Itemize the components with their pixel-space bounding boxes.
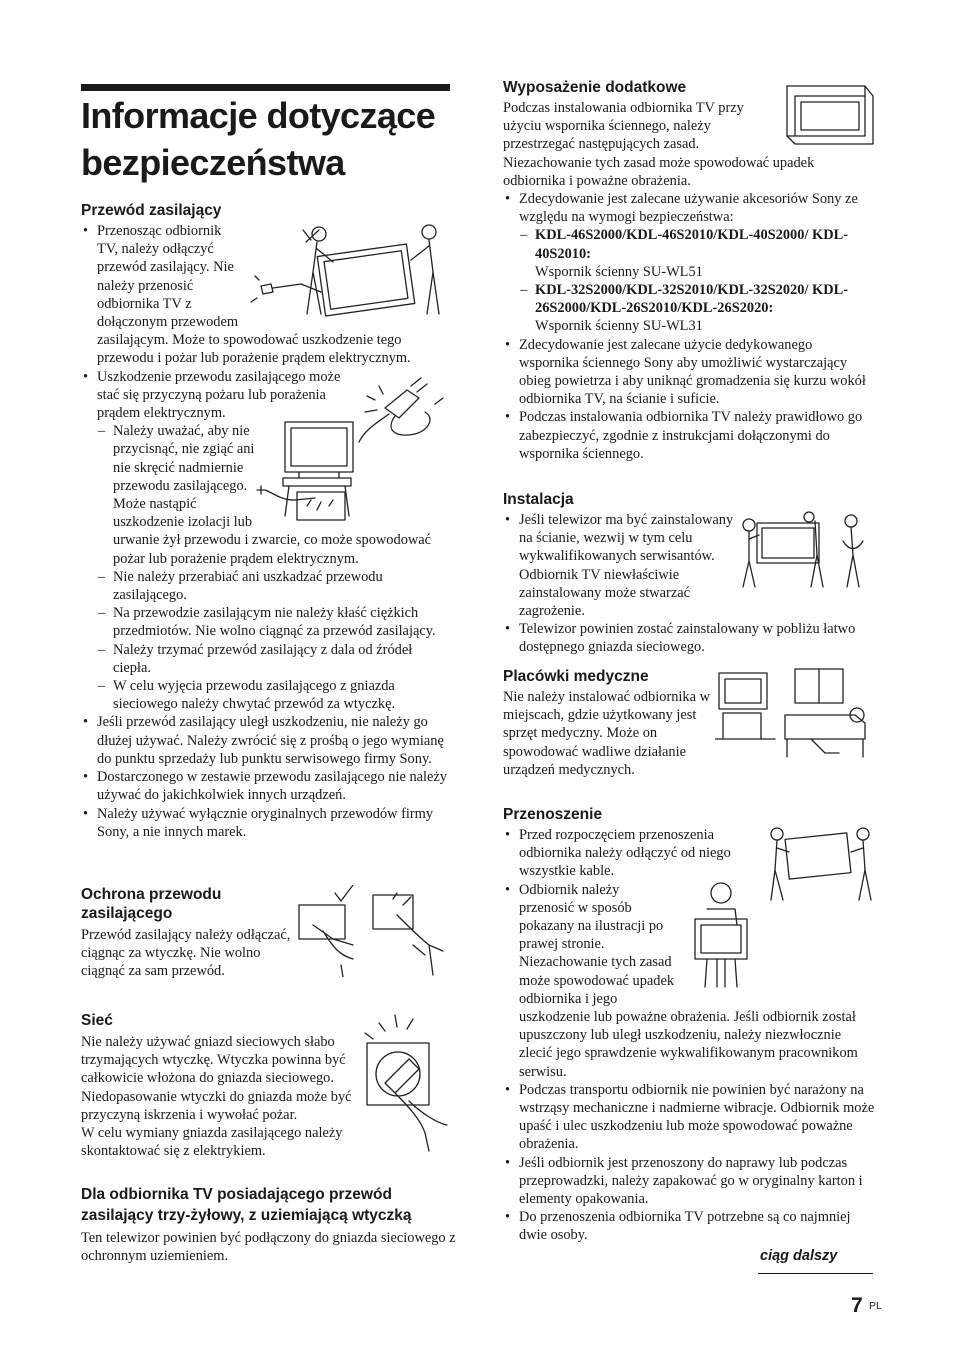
three-wire-text: Ten telewizor powinien być podłączony do gniazda sieciowego z ochronnym uziemieniem.: [81, 1230, 456, 1265]
list-item: – W celu wyjęcia przewodu zasilającego z gniazda sieciowego należy chwytać przewód za wtyczkę.: [97, 677, 451, 713]
list-item: • Dostarczonego w zestawie przewodu zasilającego nie należy używać do jakichkolwiek innych urządzeń.: [81, 768, 451, 804]
list-item: • Podczas transportu odbiornik nie powinien być narażony na wstrząsy mechaniczne i nadmierne wibracje. Odbiornik może upaść i ulec uszkodzeniu lub może spowodować poważne obrażenia.: [503, 1081, 875, 1154]
installation-heading: Instalacja: [503, 491, 574, 508]
list-item: • Zdecydowanie jest zalecane użycie dedykowanego wspornika ściennego Sony aby umożliwić wystarczający obieg powietrza i aby uniknąć gromadzenia się kurzu wokół odbiornika TV, na ścianie i suficie.: [503, 336, 875, 409]
unplug-by-plug-illustration: [293, 885, 451, 977]
outlet-section: [81, 1011, 451, 1160]
list-item: – Należy uważać, aby nie przycisnąć, nie zgiąć ani nie skręcić nadmiernie przewodu zasilającego. Może nastąpić uszkodzenie izolacji lub urwanie żył przewodu i zwarcie, co może spowodować pożar lub porażenie prądem elektrycznym.: [97, 422, 451, 568]
accessories-intro: Podczas instalowania odbiornika TV przy użyciu wspornika ściennego, należy przestrzegać następujących zasad. Niezachowanie tych zasad może spowodować upadek odbiornika i poważne obrażenia.: [503, 100, 815, 189]
medical-text: Nie należy instalować odbiornika w miejscach, gdzie użytkowany jest sprzęt medyczny. Może on spowodować wadliwe działanie urządzeń medycznych.: [503, 689, 710, 778]
one-person-carry-illustration: [677, 879, 767, 991]
loose-outlet-illustration: [355, 1013, 451, 1153]
page-title: Informacje dotyczące bezpieczeństwa: [81, 95, 436, 183]
list-item: – KDL-32S2000/KDL-32S2010/KDL-32S2020/ KDL-26S2000/KDL-26S2010/KDL-26S2020: Wspornik ścienny SU-WL31: [519, 281, 875, 336]
footer-rule: [758, 1273, 873, 1274]
list-item: • Jeśli odbiornik jest przenoszony do naprawy lub podczas przeprowadzki, należy zapakować go w oryginalny karton i elementy opakowania.: [503, 1154, 875, 1209]
list-item: • Zdecydowanie jest zalecane używanie akcesoriów Sony ze względu na wymogi bezpieczeństwa: – KDL-46S2000/KDL-46S2010/KDL-40S2000/ KDL-40S2010: Wspornik ścienny SU-WL51 – KDL-32S2000/KDL-32S2010/KDL-32S2020/ KDL-26S2000/KDL-26S2010/KDL-26S2020: Wspornik ścienny SU-WL31: [503, 190, 875, 336]
power-cord-heading: Przewód zasilający: [81, 202, 222, 219]
moving-heading: Przenoszenie: [503, 806, 603, 823]
cord-protection-text: Przewód zasilający należy odłączać, ciągnąc za wtyczkę. Nie wolno ciągnąć za sam przewód.: [81, 927, 291, 980]
accessories-section: [503, 78, 875, 463]
cord-protection-heading: Ochrona przewodu zasilającego: [81, 886, 222, 922]
list-item: • Uszkodzenie przewodu zasilającego może stać się przyczyną pożaru lub porażenia prądem elektrycznym. – Należy uważać, aby nie przycisnąć, nie zgiąć ani nie skręcić nadmiernie przewodu zasilającego. Może nastąpić uszkodzenie izolacji lub urwanie żył przewodu i zwarcie, co może spowodować pożar lub porażenie prądem elektrycznym. – Nie należy przerabiać ani uszkadzać przewodu zasilającego. – Na przewodzie zasilającym nie należy kłaść ciężkich przedmiotów. Nie wolno ciągnąć za przewód zasilający. – Należy trzymać przewód zasilający z dala od źródeł ciepła. – W celu wyjęcia przewodu zasilającego z gniazda sieciowego należy chwytać przewód za wtyczkę.: [81, 368, 451, 714]
list-item: • Odbiornik należy przenosić w sposób pokazany na ilustracji po prawej stronie. Niezachowanie tych zasad może spowodować upadek odbiornika i jego uszkodzenie lub poważne obrażenia. Jeśli odbiornik został upuszczony lub uległ uszkodzeniu, należy niezwłocznie zlecić jego sprawdzenie wykwalifikowanym pracownikom serwisu.: [503, 881, 875, 1081]
list-item: • Telewizor powinien zostać zainstalowany w pobliżu łatwo dostępnego gniazda sieciowego.: [503, 620, 875, 656]
wall-install-illustration: [735, 511, 875, 591]
medical-room-illustration: [715, 667, 875, 767]
list-item: – Na przewodzie zasilającym nie należy kłaść ciężkich przedmiotów. Nie wolno ciągnąć za przewód zasilający.: [97, 604, 451, 640]
tv-on-stand-illustration: [255, 420, 355, 530]
list-item: • Do przenoszenia odbiornika TV potrzebne są co najmniej dwie osoby.: [503, 1208, 875, 1244]
outlet-text: Nie należy używać gniazd sieciowych słabo trzymających wtyczkę. Wtyczka powinna być całkowicie włożona do gniazda sieciowego. Niedopasowanie wtyczki do gniazda może być przyczyną iskrzenia i wywołać pożar.: [81, 1034, 352, 1123]
wall-mounted-tv-illustration: [785, 82, 875, 148]
list-item: – Nie należy przerabiać ani uszkadzać przewodu zasilającego.: [97, 568, 451, 604]
accessories-heading: Wyposażenie dodatkowe: [503, 79, 687, 96]
page-language: PL: [869, 1300, 882, 1312]
outlet-electrician-text: W celu wymiany gniazda zasilającego należy skontaktować się z elektrykiem.: [81, 1125, 343, 1160]
list-item: – KDL-46S2000/KDL-46S2010/KDL-40S2000/ KDL-40S2010: Wspornik ścienny SU-WL51: [519, 226, 875, 281]
outlet-heading: Sieć: [81, 1012, 113, 1029]
three-wire-section: [81, 1185, 456, 1265]
list-item: • Podczas instalowania odbiornika TV należy prawidłowo go zabezpieczyć, zgodnie z instrukcjami dołączonymi do wspornika ściennego.: [503, 408, 875, 463]
list-item: – Należy trzymać przewód zasilający z dala od źródeł ciepła.: [97, 641, 451, 677]
list-item: • Przenosząc odbiornik TV, należy odłączyć przewód zasilający. Nie należy przenosić odbiornika TV z dołączonym przewodem zasilającym. Może to spowodować uszkodzenie tego przewodu i pożar lub porażenie prądem elektrycznym.: [81, 222, 451, 368]
list-item: • Jeśli telewizor ma być zainstalowany na ścianie, wezwij w tym celu wykwalifikowanych serwisantów. Odbiornik TV niewłaściwie zainstalowany może stwarzać zagrożenie.: [503, 511, 875, 620]
medical-heading: Placówki medyczne: [503, 668, 649, 685]
page-number: 7: [851, 1294, 863, 1317]
cord-protection-section: [81, 885, 451, 981]
installation-section: [503, 490, 875, 657]
continued-note: ciąg dalszy: [760, 1248, 838, 1264]
list-item: • Jeśli przewód zasilający uległ uszkodzeniu, nie należy go dłużej używać. Należy zwrócić się z prośbą o jego wymianę do punktu sprzedaży lub punktu serwisowego firmy Sony.: [81, 713, 451, 768]
moving-section: [503, 805, 875, 1245]
medical-section: [503, 667, 875, 779]
list-item: • Należy używać wyłącznie oryginalnych przewodów firmy Sony, a nie innych marek.: [81, 805, 451, 841]
power-cord-section: [81, 201, 451, 841]
title-rule: [81, 84, 450, 91]
list-item: • Przed rozpoczęciem przenoszenia odbiornika należy odłączyć od niego wszystkie kable.: [503, 826, 875, 881]
carrying-tv-illustration: [241, 222, 451, 322]
three-wire-heading: Dla odbiornika TV posiadającego przewód zasilający trzy-żyłowy, z uziemiającą wtyczką: [81, 1186, 412, 1224]
